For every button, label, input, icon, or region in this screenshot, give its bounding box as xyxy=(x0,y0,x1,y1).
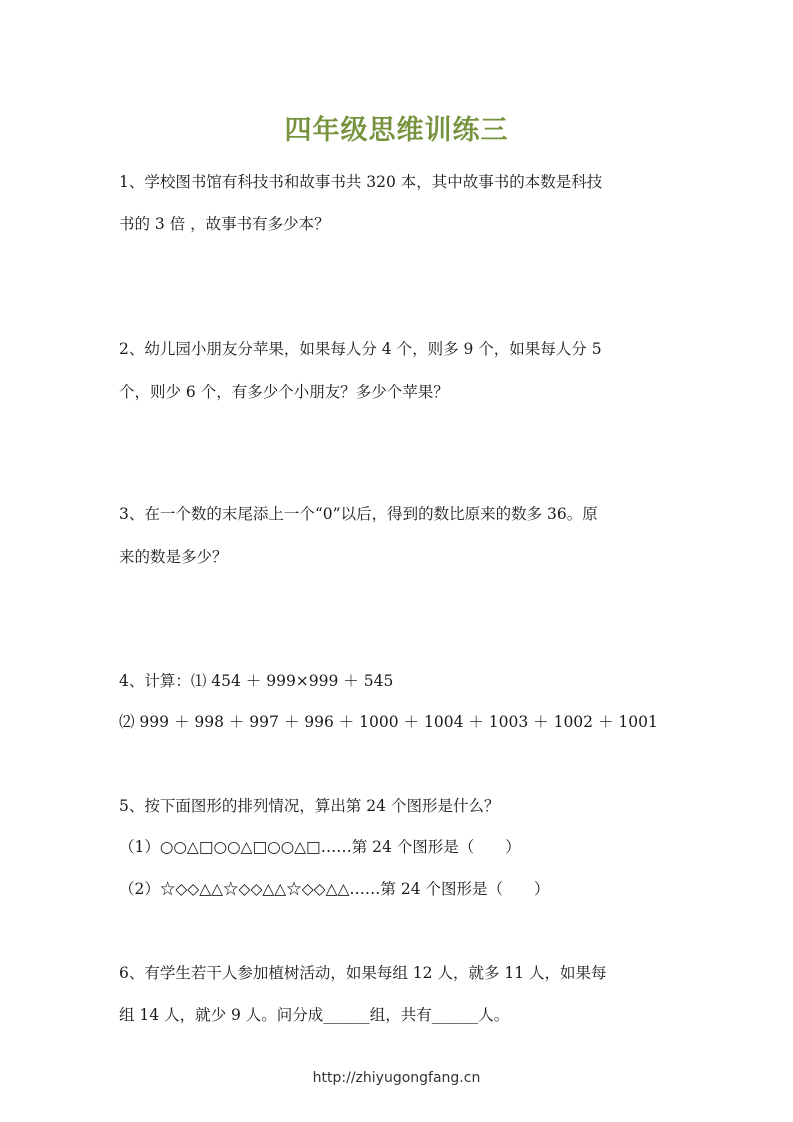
footer-url: http://zhiyugongfang.cn xyxy=(312,1070,481,1086)
question-1-line-1: 1、学校图书馆有科技书和故事书共 320 本，其中故事书的本数是科技 xyxy=(119,173,603,191)
question-6-line-1: 6、有学生若干人参加植树活动，如果每组 12 人，就多 11 人，如果每 xyxy=(119,964,607,982)
question-6-line-2: 组 14 人，就少 9 人。问分成______组，共有______人。 xyxy=(119,1006,510,1024)
question-3-line-2: 来的数是多少？ xyxy=(119,548,228,566)
page-title: 四年级思维训练三 xyxy=(284,115,509,146)
question-2-line-2: 个，则少 6 个，有多少个小朋友？多少个苹果？ xyxy=(119,383,449,401)
question-5-line-1: 5、按下面图形的排列情况，算出第 24 个图形是什么？ xyxy=(119,797,500,815)
question-4-line-2: ⑵ 999 ＋ 998 ＋ 997 ＋ 996 ＋ 1000 ＋ 1004 ＋ 1003 ＋ 1002 ＋ 1001 xyxy=(119,713,658,731)
question-3-line-1: 3、在一个数的末尾添上一个“0”以后，得到的数比原来的数多 36。原 xyxy=(119,505,598,523)
question-4-line-1: 4、计算：⑴ 454 ＋ 999×999 ＋ 545 xyxy=(119,672,394,690)
question-5-line-2: （1）○○△□○○△□○○△□……第 24 个图形是（ ） xyxy=(119,838,521,856)
question-1-line-2: 书的 3 倍 ，故事书有多少本？ xyxy=(119,215,330,233)
question-5-line-3: （2）☆◇◇△△☆◇◇△△☆◇◇△△……第 24 个图形是（ ） xyxy=(119,880,550,898)
question-2-line-1: 2、幼儿园小朋友分苹果，如果每人分 4 个，则多 9 个，如果每人分 5 xyxy=(119,340,602,358)
